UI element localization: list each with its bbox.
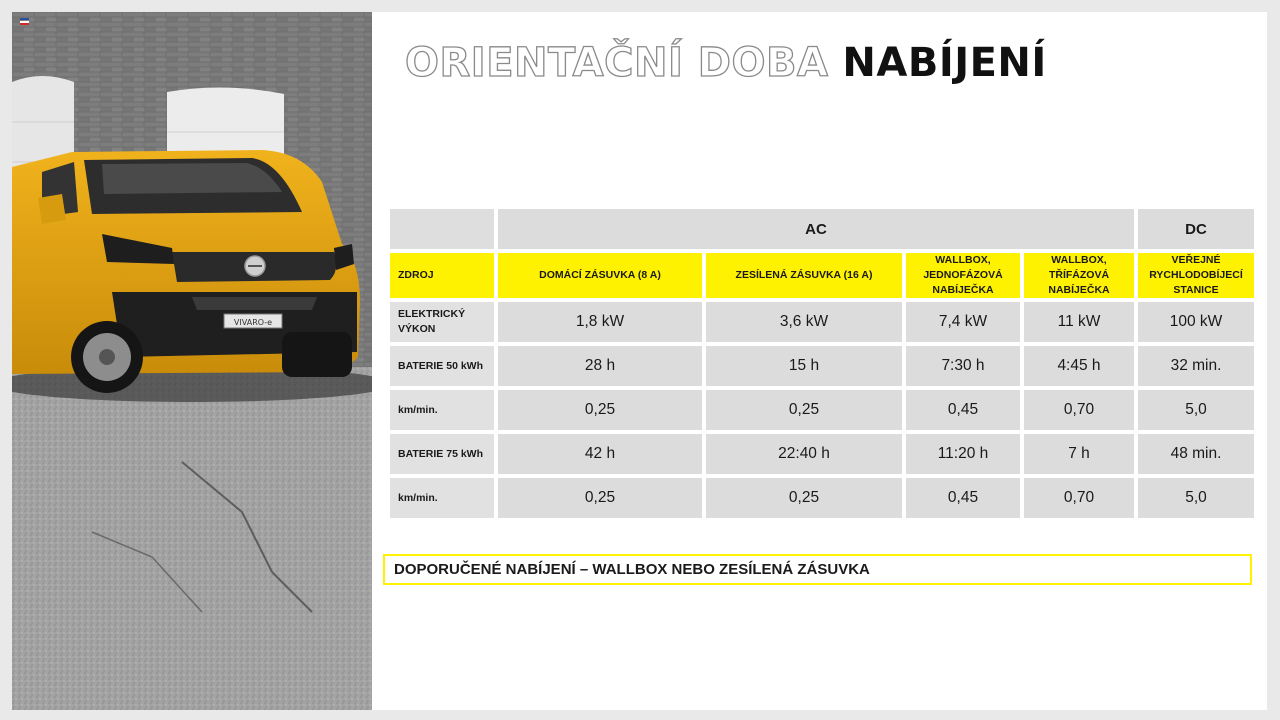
table-row (390, 434, 1254, 474)
group-header-row (390, 209, 1254, 249)
slide (12, 12, 1267, 710)
table-row (390, 302, 1254, 342)
table-cell: 5,0 (1138, 478, 1254, 518)
source-home-socket: DOMÁCÍ ZÁSUVKA (8 A) (498, 253, 702, 298)
ac-header: AC (498, 209, 1134, 249)
table-row (390, 478, 1254, 518)
source-boosted-socket: ZESÍLENÁ ZÁSUVKA (16 A) (706, 253, 902, 298)
van-illustration (12, 12, 372, 710)
source-wallbox-single-phase: WALLBOX, JEDNOFÁZOVÁ NABÍJEČKA (906, 253, 1020, 298)
source-label: ZDROJ (390, 253, 494, 298)
header-blank-cell (390, 209, 494, 249)
table-cell: 7:30 h (906, 346, 1020, 386)
row-label: ELEKTRICKÝ VÝKON (390, 302, 494, 342)
page-title (405, 40, 1047, 100)
title-outline-part: ORIENTAČNÍ DOBA (405, 40, 829, 86)
title-bold-part: NABÍJENÍ (842, 40, 1047, 86)
table-cell: 0,45 (906, 478, 1020, 518)
table-cell: 22:40 h (706, 434, 902, 474)
table-cell: 7,4 kW (906, 302, 1020, 342)
dc-header: DC (1138, 209, 1254, 249)
van-badge-text: VIVARO-e (233, 318, 273, 327)
source-wallbox-three-phase: WALLBOX, TŘÍFÁZOVÁ NABÍJEČKA (1024, 253, 1134, 298)
table-cell: 28 h (498, 346, 702, 386)
row-label: km/min. (390, 478, 494, 518)
row-label: km/min. (390, 390, 494, 430)
row-label: BATERIE 50 kWh (390, 346, 494, 386)
table-cell: 1,8 kW (498, 302, 702, 342)
flag-icon (20, 18, 29, 25)
table-cell: 42 h (498, 434, 702, 474)
table-row (390, 390, 1254, 430)
table-cell: 11 kW (1024, 302, 1134, 342)
table-cell: 32 min. (1138, 346, 1254, 386)
table-cell: 48 min. (1138, 434, 1254, 474)
row-label: BATERIE 75 kWh (390, 434, 494, 474)
table-cell: 0,45 (906, 390, 1020, 430)
table-cell: 3,6 kW (706, 302, 902, 342)
source-public-fast-charger: VEŘEJNÉ RYCHLODOBÍJECÍ STANICE (1138, 253, 1254, 298)
table-cell: 5,0 (1138, 390, 1254, 430)
table-row (390, 346, 1254, 386)
table-cell: 11:20 h (906, 434, 1020, 474)
table-cell: 0,25 (498, 478, 702, 518)
recommendation-text: DOPORUČENÉ NABÍJENÍ – WALLBOX NEBO ZESÍLENÁ ZÁSUVKA (394, 561, 870, 578)
recommendation-box (383, 554, 1252, 585)
table-cell: 7 h (1024, 434, 1134, 474)
table-cell: 15 h (706, 346, 902, 386)
table-cell: 0,25 (706, 478, 902, 518)
charging-time-table (386, 205, 1258, 522)
van-photo (12, 12, 372, 710)
table-cell: 4:45 h (1024, 346, 1134, 386)
table-cell: 0,70 (1024, 478, 1134, 518)
table-cell: 0,70 (1024, 390, 1134, 430)
table-cell: 100 kW (1138, 302, 1254, 342)
source-row (390, 253, 1254, 298)
table-cell: 0,25 (706, 390, 902, 430)
table-cell: 0,25 (498, 390, 702, 430)
